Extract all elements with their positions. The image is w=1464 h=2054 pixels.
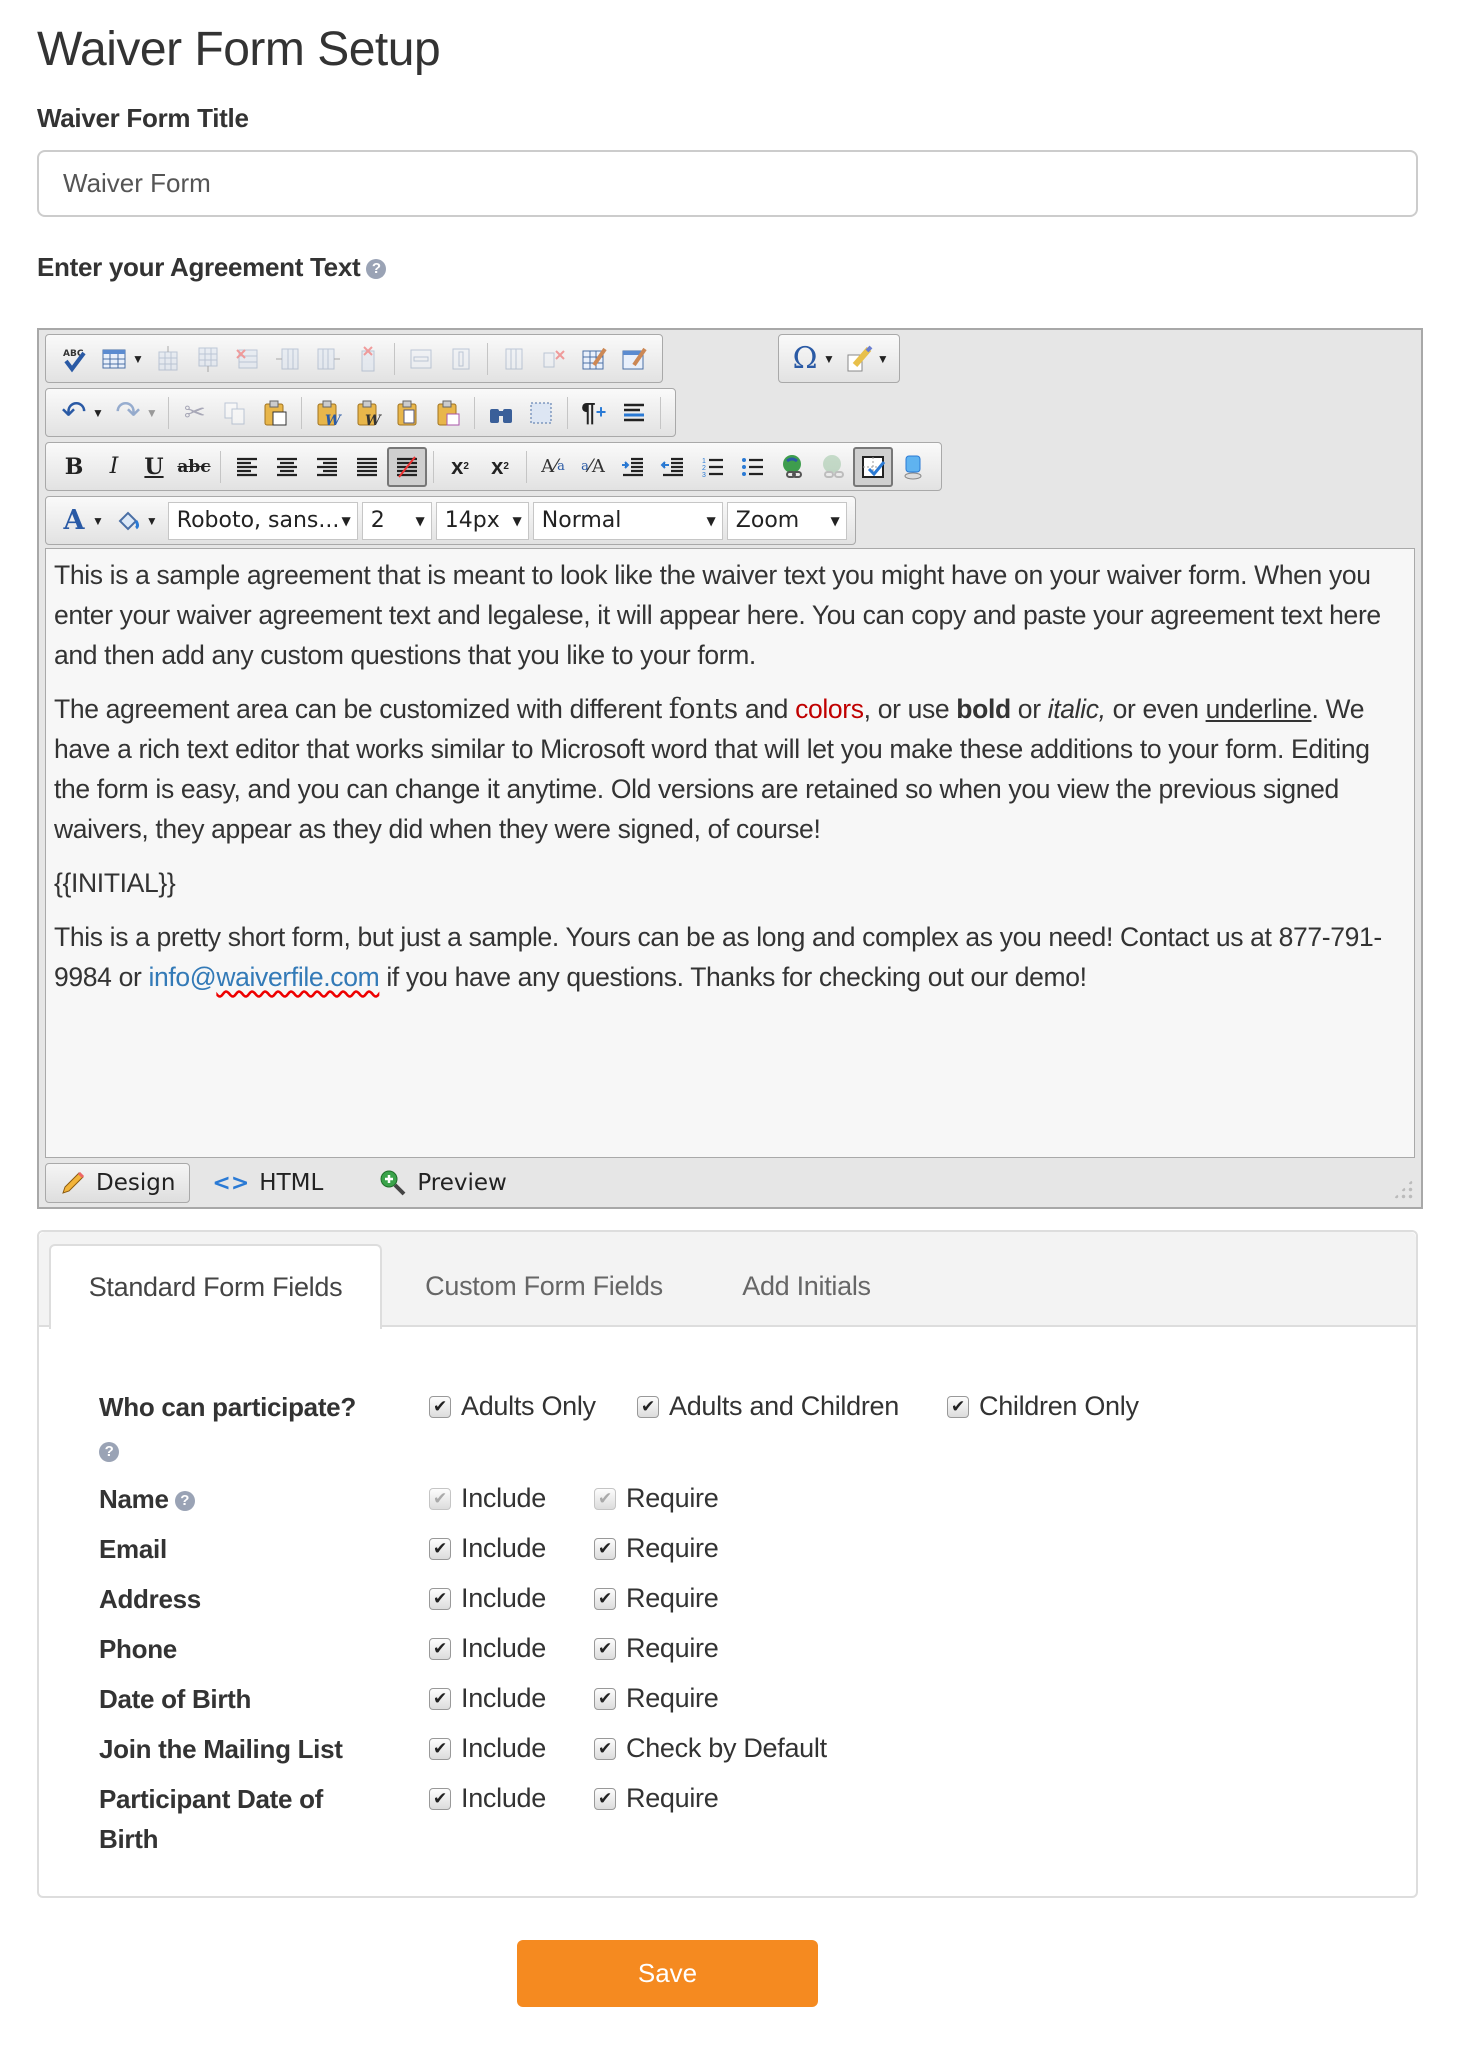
special-character-icon[interactable]: Ω (792, 341, 818, 376)
serif-text: fonts (668, 692, 738, 725)
tab-add-initials[interactable]: Add Initials (742, 1271, 871, 1301)
numbered-list-icon[interactable] (693, 447, 733, 487)
agreement-paragraph: This is a sample agreement that is meant to look like the waiver text you might have on your waiver form. When you enter your waiver agreement text and legalese, it will appear here. You can copy and paste your agreement text here and then add any custom questions that you like to your form. (54, 560, 1381, 670)
participant-dob-require-checkbox[interactable]: ✔ Require (594, 1783, 718, 1814)
question-circle-icon[interactable]: ? (175, 1491, 195, 1511)
email-include-checkbox[interactable]: ✔ Include (429, 1533, 546, 1564)
paste-icon[interactable] (255, 393, 295, 433)
checkbox-checked-icon[interactable]: ✔ (594, 1588, 616, 1610)
checkbox-checked-icon[interactable]: ✔ (429, 1396, 451, 1418)
tab-custom-form-fields[interactable]: Custom Form Fields (425, 1271, 663, 1301)
insert-shape-icon[interactable] (893, 447, 933, 487)
agreement-paragraph: This is a pretty short form, but just a sample. Yours can be as long and complex as you need! Contact us at 877-791-9984 or info@waiverfile.com if you have any questions. Thanks for checking out our demo! (54, 922, 1382, 992)
name-include-checkbox: ✔ Include (429, 1483, 546, 1514)
agreement-text-label (37, 252, 386, 283)
agreement-text-label-text: Enter your Agreement Text (37, 252, 361, 282)
page-title: Waiver Form Setup (37, 23, 441, 76)
undo-icon[interactable]: ↶ (61, 396, 87, 429)
address-require-checkbox[interactable]: ✔ Require (594, 1583, 718, 1614)
checkbox-checked-icon[interactable]: ✔ (594, 1788, 616, 1810)
toolbar-separator (301, 397, 302, 429)
question-circle-icon[interactable]: ? (366, 259, 386, 279)
editor-content-area[interactable] (45, 548, 1415, 1158)
bulleted-list-icon[interactable] (733, 447, 773, 487)
toolbar-separator (567, 397, 568, 429)
participation-label: Who can participate? ? (99, 1392, 356, 1461)
chevron-down-icon[interactable]: ▼ (823, 351, 835, 366)
bold-icon[interactable]: B (64, 453, 84, 480)
strikethrough-icon[interactable]: abc (177, 456, 211, 477)
paste-from-word-icon[interactable] (308, 393, 348, 433)
field-label: Phone (99, 1634, 177, 1664)
svg-text:2: 2 (702, 464, 706, 472)
chevron-down-icon[interactable]: ▼ (92, 513, 104, 528)
delete-row-icon[interactable] (228, 339, 268, 379)
toolbar-row-formatting (45, 442, 942, 491)
bold-text: bold (956, 694, 1011, 724)
outdent-icon[interactable] (653, 447, 693, 487)
font-size-px-dropdown[interactable]: 14px ▼ (436, 502, 529, 540)
email-link[interactable]: info@waiverfile.com (148, 962, 380, 992)
checkbox-checked-icon[interactable]: ✔ (947, 1396, 969, 1418)
cut-icon[interactable]: ✂ (183, 397, 206, 427)
clear-format-icon[interactable] (387, 447, 427, 487)
cell-properties-icon[interactable] (614, 339, 654, 379)
chevron-down-icon: ▼ (415, 513, 425, 528)
name-require-checkbox: ✔ Require (594, 1483, 718, 1514)
chevron-down-icon: ▼ (830, 513, 840, 528)
delete-column-icon[interactable] (348, 339, 388, 379)
adults-and-children-checkbox[interactable]: ✔ Adults and Children (637, 1391, 899, 1422)
merge-cells-icon[interactable] (401, 339, 441, 379)
svg-text:3: 3 (702, 471, 706, 479)
split-cell-icon[interactable] (441, 339, 481, 379)
checkbox-checked-icon[interactable]: ✔ (429, 1588, 451, 1610)
phone-require-checkbox[interactable]: ✔ Require (594, 1633, 718, 1664)
toolbar-separator (394, 343, 395, 375)
svg-text:1: 1 (702, 457, 706, 465)
html-mode-button[interactable]: <> HTML (212, 1170, 324, 1196)
email-require-checkbox[interactable]: ✔ Require (594, 1533, 718, 1564)
toolbar-separator (526, 451, 527, 483)
zoom-dropdown[interactable]: Zoom ▼ (727, 502, 847, 540)
font-size-number-dropdown[interactable]: 2 ▼ (362, 502, 432, 540)
horizontal-rule-icon[interactable] (614, 393, 654, 433)
pencil-icon (60, 1170, 86, 1196)
font-color-icon[interactable]: A (63, 505, 85, 536)
toggle-borders-icon[interactable] (853, 447, 893, 487)
italic-icon[interactable]: I (109, 454, 119, 479)
checkbox-checked-icon[interactable]: ✔ (594, 1538, 616, 1560)
toolbar-separator (660, 397, 661, 429)
justify-icon[interactable] (347, 447, 387, 487)
field-label: Date of Birth (99, 1684, 252, 1714)
superscript-icon[interactable]: x 2 (451, 453, 469, 479)
mailing-list-check-default-checkbox[interactable]: ✔ Check by Default (594, 1733, 827, 1764)
insert-paragraph-icon[interactable]: ¶ + (581, 397, 607, 427)
toolbar-separator (474, 397, 475, 429)
toolbar-row-font (45, 496, 856, 545)
toolbar-row-table (45, 334, 663, 383)
insert-column-right-icon[interactable] (308, 339, 348, 379)
checkbox-checked-disabled-icon: ✔ (429, 1488, 451, 1510)
chevron-down-icon[interactable]: ▼ (92, 405, 104, 420)
toolbar-separator (168, 397, 169, 429)
align-right-icon[interactable] (307, 447, 347, 487)
toolbar-row-insert (778, 334, 900, 383)
design-mode-button[interactable]: Design (45, 1163, 190, 1203)
checkbox-checked-icon[interactable]: ✔ (429, 1538, 451, 1560)
chevron-down-icon[interactable]: ▼ (145, 405, 158, 420)
field-label: Email (99, 1534, 167, 1564)
field-label: Participant Date of Birth (99, 1784, 324, 1854)
waiver-form-title-label: Waiver Form Title (37, 103, 249, 133)
red-text: colors (795, 694, 864, 724)
checkbox-checked-icon[interactable]: ✔ (594, 1638, 616, 1660)
split-columns-icon[interactable] (494, 339, 534, 379)
children-only-checkbox[interactable]: ✔ Children Only (947, 1391, 1139, 1422)
dob-require-checkbox[interactable]: ✔ Require (594, 1683, 718, 1714)
chevron-down-icon[interactable]: ▼ (145, 513, 158, 528)
checkbox-checked-icon[interactable]: ✔ (429, 1788, 451, 1810)
toolbar-separator (220, 451, 221, 483)
checkbox-checked-icon[interactable]: ✔ (594, 1688, 616, 1710)
editor-mode-bar (39, 1159, 1421, 1207)
mailing-list-include-checkbox[interactable]: ✔ Include (429, 1733, 546, 1764)
toolbar-separator (487, 343, 488, 375)
checkbox-checked-icon[interactable]: ✔ (637, 1396, 659, 1418)
chevron-down-icon[interactable]: ▼ (876, 351, 889, 366)
align-left-icon[interactable] (227, 447, 267, 487)
form-fields-panel (37, 1230, 1418, 1898)
checkbox-checked-icon[interactable]: ✔ (429, 1738, 451, 1760)
find-replace-icon[interactable] (481, 393, 521, 433)
checkbox-checked-icon[interactable]: ✔ (429, 1688, 451, 1710)
agreement-paragraph: The agreement area can be customized with different fonts and colors, or use bold or italic, or even underline. We have a rich text editor that works similar to Microsoft word that will let you make these additions to your form. Editing the form is easy, and you can change it anytime. Old versions are retained so when you view the previous signed waivers, they appear as they did when they were signed, of course! (54, 692, 1370, 844)
chevron-down-icon: ▼ (341, 513, 351, 528)
copy-icon[interactable] (215, 393, 255, 433)
underline-icon[interactable]: U (144, 453, 164, 480)
waiver-form-title-input[interactable] (37, 150, 1418, 217)
background-color-icon[interactable] (108, 501, 148, 541)
indent-icon[interactable] (613, 447, 653, 487)
preview-mode-button[interactable]: Preview (365, 1163, 521, 1203)
underline-text: underline (1205, 694, 1312, 724)
adults-only-checkbox[interactable]: ✔ Adults Only (429, 1391, 596, 1422)
checkbox-checked-disabled-icon: ✔ (594, 1488, 616, 1510)
paste-from-word-clean-icon[interactable] (348, 393, 388, 433)
format-painter-icon[interactable] (839, 339, 879, 379)
paste-plain-text-icon[interactable] (388, 393, 428, 433)
insert-row-below-icon[interactable] (188, 339, 228, 379)
chevron-down-icon[interactable]: ▼ (132, 351, 144, 366)
delete-cell-icon[interactable] (534, 339, 574, 379)
resize-grip-icon[interactable] (1393, 1179, 1413, 1199)
field-label: Name ? (99, 1479, 379, 1519)
chevron-down-icon: ▼ (706, 513, 716, 528)
tab-standard-form-fields[interactable]: Standard Form Fields (49, 1244, 382, 1329)
save-button[interactable]: Save (517, 1940, 818, 2007)
insert-table-icon[interactable] (94, 339, 134, 379)
remove-link-icon[interactable] (813, 447, 853, 487)
svg-text:W: W (324, 412, 341, 427)
initial-placeholder: {{INITIAL}} (54, 868, 176, 898)
dob-include-checkbox[interactable]: ✔ Include (429, 1683, 546, 1714)
table-properties-icon[interactable] (574, 339, 614, 379)
toolbar-separator (433, 451, 434, 483)
participant-dob-include-checkbox[interactable]: ✔ Include (429, 1783, 546, 1814)
chevron-down-icon: ▼ (512, 513, 522, 528)
svg-text:W: W (364, 412, 381, 427)
magnifier-icon (379, 1169, 407, 1197)
phone-include-checkbox[interactable]: ✔ Include (429, 1633, 546, 1664)
font-name-dropdown[interactable]: Roboto, sans... ▼ (168, 502, 358, 540)
convert-lowercase-icon[interactable]: A⁄ a (541, 456, 565, 477)
redo-icon[interactable]: ↷ (115, 396, 141, 429)
insert-link-icon[interactable] (773, 447, 813, 487)
spellcheck-icon[interactable] (54, 339, 94, 379)
insert-column-left-icon[interactable] (268, 339, 308, 379)
checkbox-checked-icon[interactable]: ✔ (594, 1738, 616, 1760)
field-label: Address (99, 1584, 201, 1614)
paste-html-icon[interactable] (428, 393, 468, 433)
italic-text: italic, (1047, 694, 1106, 724)
field-label: Join the Mailing List (99, 1734, 343, 1764)
rich-text-editor (37, 328, 1423, 1209)
checkbox-checked-icon[interactable]: ✔ (429, 1638, 451, 1660)
address-include-checkbox[interactable]: ✔ Include (429, 1583, 546, 1614)
convert-uppercase-icon[interactable]: a ⁄A (581, 456, 605, 477)
question-circle-icon[interactable]: ? (99, 1442, 119, 1462)
svg-text:ABC: ABC (63, 348, 84, 359)
insert-row-above-icon[interactable] (148, 339, 188, 379)
code-brackets-icon: <> (212, 1170, 250, 1196)
subscript-icon[interactable]: x 2 (491, 453, 509, 479)
paragraph-style-dropdown[interactable]: Normal ▼ (533, 502, 723, 540)
align-center-icon[interactable] (267, 447, 307, 487)
toolbar-row-clipboard (45, 388, 676, 437)
select-all-icon[interactable] (521, 393, 561, 433)
